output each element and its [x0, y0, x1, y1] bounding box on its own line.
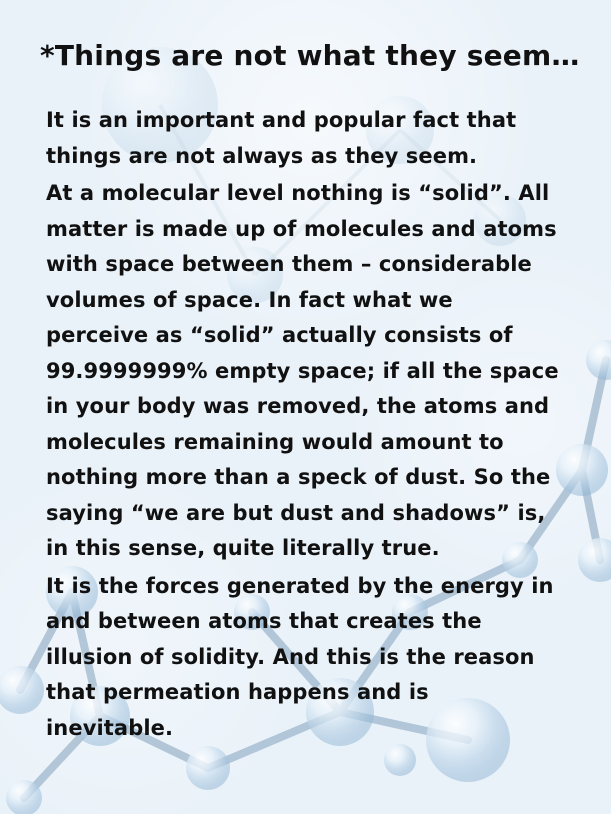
page-title: *Things are not what they seem…: [40, 39, 580, 72]
paragraph-line: with space between them – considerable: [46, 252, 532, 276]
paragraph-line: things are not always as they seem.: [46, 143, 478, 168]
paragraph-line: illusion of solidity. And this is the reason: [46, 644, 535, 669]
paragraph-line: It is an important and popular fact that: [46, 108, 517, 132]
paragraph-line: saying “we are but dust and shadows” is,: [46, 500, 546, 525]
paragraph-line: At a molecular level nothing is “solid”. All: [46, 181, 550, 205]
paragraph-line: that permeation happens and is: [46, 680, 429, 704]
paragraph-3: [46, 569, 571, 747]
paragraph-line: It is the forces generated by the energy in: [46, 573, 554, 598]
paragraph-line: inevitable.: [46, 715, 174, 740]
paragraph-2: [46, 176, 571, 567]
paragraph-line: and between atoms that creates the: [46, 609, 482, 633]
paragraph-line: molecules remaining would amount to: [46, 429, 504, 454]
paragraph-line: perceive as “solid” actually consists of: [46, 323, 513, 347]
article-body: [46, 103, 571, 748]
paragraph-line: nothing more than a speck of dust. So the: [46, 465, 551, 489]
paragraph-line: volumes of space. In fact what we: [46, 287, 453, 312]
paragraph-line: in this sense, quite literally true.: [46, 536, 440, 560]
paragraph-line: in your body was removed, the atoms and: [46, 394, 550, 418]
paragraph-line: 99.9999999% empty space; if all the space: [46, 358, 559, 383]
paragraph-line: matter is made up of molecules and atoms: [46, 216, 557, 241]
paragraph-1: [46, 103, 571, 174]
